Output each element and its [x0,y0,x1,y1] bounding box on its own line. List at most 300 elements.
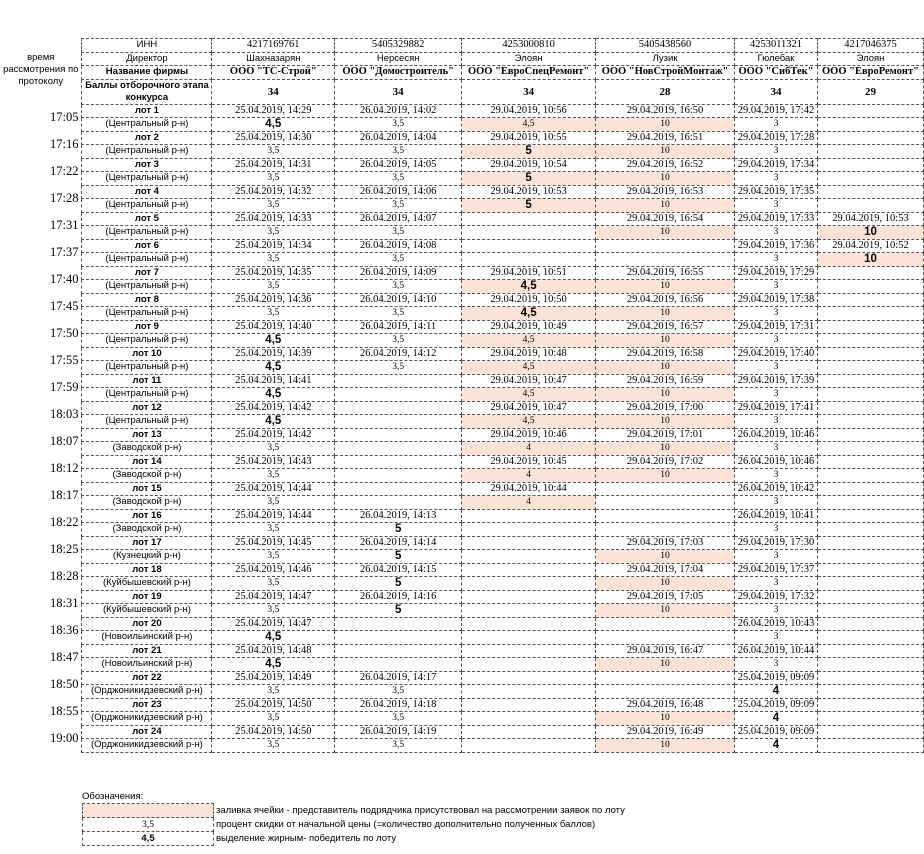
empty-cell [817,104,923,118]
lot-district: (Центральный р-н) [82,226,212,240]
legend-text: выделение жирным- победитель по лоту [216,832,397,844]
bid-date: 29.04.2019, 17:41 [735,401,818,415]
lot-district: (Орджоникидзевский р-н) [82,739,212,753]
bid-date: 26.04.2019, 14:05 [335,158,462,172]
bid-date: 25.04.2019, 09:09 [735,698,818,712]
bid-value-winner: 4,5 [212,658,335,672]
bid-date: 26.04.2019, 14:09 [335,266,462,280]
lot-time: 17:16 [50,137,79,151]
lot-district: (Куйбышевский р-н) [82,604,212,618]
empty-cell [817,739,923,753]
empty-cell [596,685,735,699]
bid-date: 29.04.2019, 16:52 [596,158,735,172]
empty-cell [817,685,923,699]
bid-date: 26.04.2019, 14:16 [335,590,462,604]
empty-cell [817,563,923,577]
company-director: Гюлебак [735,52,818,66]
lot-district: (Центральный р-н) [82,199,212,213]
bid-value-winner: 4,5 [212,118,335,132]
lot-time: 17:28 [50,191,79,205]
bid-value: 3,5 [335,334,462,348]
empty-cell [462,685,596,699]
lot-value-row [0,658,924,672]
lot-time: 18:07 [50,434,79,448]
bid-date: 29.04.2019, 16:48 [596,698,735,712]
lot-district: (Центральный р-н) [82,145,212,159]
lot-value-row [0,577,924,591]
lot-value-row [0,388,924,402]
empty-cell [817,631,923,645]
bid-value: 3 [735,172,818,186]
lot-name: лот 8 [82,293,212,307]
lot-district: (Заводской р-н) [82,469,212,483]
company-director: Нерсесян [335,52,462,66]
bid-date: 26.04.2019, 10:46 [735,455,818,469]
bid-value: 4,5 [462,388,596,402]
bid-value-winner: 4,5 [212,415,335,429]
bid-date: 26.04.2019, 10:46 [735,428,818,442]
lot-row [0,320,924,334]
bid-value: 3 [735,388,818,402]
company-inn: 5405329882 [335,39,462,53]
bid-value-winner: 4,5 [212,334,335,348]
bid-value: 3,5 [212,712,335,726]
lot-name: лот 19 [82,590,212,604]
bid-value-winner: 5 [335,604,462,618]
bid-value-winner: 10 [817,253,923,267]
empty-cell [817,509,923,523]
lot-value-row [0,604,924,618]
lot-row [0,185,924,199]
bid-date: 26.04.2019, 14:19 [335,725,462,739]
bid-date: 25.04.2019, 14:44 [212,482,335,496]
bid-date: 29.04.2019, 16:54 [596,212,735,226]
bid-date: 29.04.2019, 17:03 [596,536,735,550]
bid-date: 26.04.2019, 14:04 [335,131,462,145]
empty-cell [462,226,596,240]
lot-name: лот 1 [82,104,212,118]
bid-date: 29.04.2019, 10:49 [462,320,596,334]
lot-name: лот 4 [82,185,212,199]
lot-time: 19:00 [50,731,79,745]
empty-cell [817,442,923,456]
bid-value: 3 [735,469,818,483]
bid-value: 3,5 [335,172,462,186]
bid-value: 3 [735,361,818,375]
bid-value-winner: 5 [462,172,596,186]
bid-date: 29.04.2019, 17:29 [735,266,818,280]
lot-time: 18:17 [50,488,79,502]
lot-district: (Новоильинский р-н) [82,658,212,672]
bid-date: 25.04.2019, 14:42 [212,401,335,415]
empty-cell [462,698,596,712]
empty-cell [817,415,923,429]
lot-time: 18:36 [50,623,79,637]
bid-date: 29.04.2019, 16:51 [596,131,735,145]
empty-cell [817,536,923,550]
bid-value: 10 [596,469,735,483]
lot-value-row [0,226,924,240]
bid-date: 26.04.2019, 10:41 [735,509,818,523]
bid-value: 3,5 [212,469,335,483]
bid-value: 3,5 [335,118,462,132]
bid-date: 25.04.2019, 14:50 [212,725,335,739]
lot-district: (Центральный р-н) [82,415,212,429]
empty-cell [462,604,596,618]
empty-cell [596,482,735,496]
lot-name: лот 18 [82,563,212,577]
lot-row [0,617,924,631]
bid-value-winner: 4,5 [212,388,335,402]
bid-value: 3,5 [212,739,335,753]
bid-value: 3,5 [335,199,462,213]
lot-time: 18:22 [50,515,79,529]
lot-time: 18:31 [50,596,79,610]
lot-time: 18:03 [50,407,79,421]
lot-value-row [0,253,924,267]
bid-date: 29.04.2019, 17:32 [735,590,818,604]
empty-cell [596,631,735,645]
bid-value: 3 [735,496,818,510]
bid-value: 4 [462,469,596,483]
bid-date: 29.04.2019, 17:00 [596,401,735,415]
time-spacer [0,39,82,53]
lot-time: 17:37 [50,245,79,259]
bid-value: 10 [596,415,735,429]
lot-name: лот 22 [82,671,212,685]
lot-name: лот 7 [82,266,212,280]
lot-time: 17:59 [50,380,79,394]
lot-value-row [0,334,924,348]
bid-date: 26.04.2019, 14:08 [335,239,462,253]
bid-value: 3,5 [212,550,335,564]
lot-name: лот 2 [82,131,212,145]
company-score: 29 [817,79,923,104]
firm-label: Название фирмы [82,66,212,80]
legend-row [83,804,626,818]
legend-text: заливка ячейки - представитель подрядчика присутствовал на рассмотрении заявок по лоту [216,804,625,816]
bid-value-winner: 4 [735,739,818,753]
empty-cell [817,266,923,280]
empty-cell [335,455,462,469]
empty-cell [817,307,923,321]
bid-value: 10 [596,604,735,618]
bid-value: 10 [596,658,735,672]
company-name: ООО "ТС-Строй" [212,66,335,80]
lot-time: 18:50 [50,677,79,691]
bid-date: 29.04.2019, 10:44 [462,482,596,496]
bid-date: 26.04.2019, 14:14 [335,536,462,550]
empty-cell [817,523,923,537]
empty-cell [335,469,462,483]
lot-row [0,725,924,739]
company-director: Элоян [462,52,596,66]
empty-cell [817,698,923,712]
bid-value-winner: 4,5 [462,280,596,294]
bid-date: 29.04.2019, 16:53 [596,185,735,199]
legend [82,790,626,846]
empty-cell [817,145,923,159]
lot-value-row [0,280,924,294]
empty-cell [817,334,923,348]
bid-date: 25.04.2019, 14:48 [212,644,335,658]
lot-value-row [0,496,924,510]
legend-swatch-winner: 4,5 [83,832,214,846]
lot-value-row [0,685,924,699]
bid-value: 3 [735,523,818,537]
bid-value: 10 [596,118,735,132]
bid-value: 3,5 [212,442,335,456]
bid-value: 10 [596,577,735,591]
lot-district: (Центральный р-н) [82,361,212,375]
company-name: ООО "СибТек" [735,66,818,80]
bid-value: 10 [596,145,735,159]
lot-row [0,266,924,280]
company-score: 34 [462,79,596,104]
company-director: Лузик [596,52,735,66]
bid-date: 25.04.2019, 14:41 [212,374,335,388]
bid-date: 29.04.2019, 17:30 [735,536,818,550]
lot-district: (Центральный р-н) [82,388,212,402]
lot-row [0,347,924,361]
empty-cell [817,550,923,564]
lot-value-row [0,118,924,132]
bid-date: 26.04.2019, 14:13 [335,509,462,523]
bid-date: 26.04.2019, 14:15 [335,563,462,577]
lot-name: лот 17 [82,536,212,550]
bid-value-winner: 4 [735,712,818,726]
lot-name: лот 9 [82,320,212,334]
bid-date: 25.04.2019, 14:42 [212,428,335,442]
bid-value-winner: 5 [335,550,462,564]
empty-cell [596,253,735,267]
bid-date: 25.04.2019, 14:31 [212,158,335,172]
empty-cell [817,293,923,307]
lot-value-row [0,361,924,375]
company-name: ООО "ЕвроРемонт" [817,66,923,80]
empty-cell [817,401,923,415]
lot-row [0,428,924,442]
empty-cell [817,428,923,442]
bid-date: 29.04.2019, 10:50 [462,293,596,307]
bid-date: 26.04.2019, 14:06 [335,185,462,199]
bid-value: 10 [596,550,735,564]
bid-value: 3,5 [335,280,462,294]
bid-value: 3 [735,658,818,672]
lot-value-row [0,739,924,753]
lot-time: 18:28 [50,569,79,583]
inn-label: ИНН [82,39,212,53]
company-inn: 4253011321 [735,39,818,53]
protocol-sheet [0,38,924,753]
empty-cell [817,347,923,361]
bid-date: 29.04.2019, 10:52 [817,239,923,253]
bid-value-winner: 4,5 [212,631,335,645]
legend-text: процент скидки от начальной цены (=количество дополнительно полученных баллов) [216,818,596,830]
bid-value: 10 [596,739,735,753]
empty-cell [817,590,923,604]
bid-value-winner: 10 [817,226,923,240]
lot-district: (Новоильинский р-н) [82,631,212,645]
empty-cell [817,577,923,591]
bid-date: 29.04.2019, 10:55 [462,131,596,145]
empty-cell [462,239,596,253]
lot-district: (Центральный р-н) [82,118,212,132]
lot-district: (Заводской р-н) [82,523,212,537]
lot-value-row [0,415,924,429]
empty-cell [335,482,462,496]
bid-value: 10 [596,712,735,726]
lot-time: 17:31 [50,218,79,232]
time-header: время рассмотрения по протоколу [3,52,79,87]
lot-name: лот 12 [82,401,212,415]
company-name: ООО "ЕвроСпецРемонт" [462,66,596,80]
bid-date: 25.04.2019, 14:29 [212,104,335,118]
lot-name: лот 16 [82,509,212,523]
bid-date: 29.04.2019, 16:50 [596,104,735,118]
lot-name: лот 13 [82,428,212,442]
lot-value-row [0,469,924,483]
bid-date: 25.04.2019, 14:47 [212,590,335,604]
bid-date: 29.04.2019, 10:48 [462,347,596,361]
empty-cell [462,577,596,591]
bid-date: 26.04.2019, 14:17 [335,671,462,685]
empty-cell [462,644,596,658]
bid-value: 3 [735,415,818,429]
lot-district: (Орджоникидзевский р-н) [82,712,212,726]
bid-date: 25.04.2019, 14:34 [212,239,335,253]
bid-date: 29.04.2019, 10:51 [462,266,596,280]
empty-cell [817,388,923,402]
empty-cell [335,496,462,510]
empty-cell [462,617,596,631]
table-body [0,39,924,753]
empty-cell [462,725,596,739]
lot-row [0,455,924,469]
lot-time: 17:22 [50,164,79,178]
empty-cell [462,712,596,726]
bid-value-winner: 4,5 [462,307,596,321]
empty-cell [817,712,923,726]
empty-cell [817,604,923,618]
lot-district: (Заводской р-н) [82,496,212,510]
empty-cell [462,563,596,577]
legend-swatch-percent: 3,5 [83,818,214,832]
lot-name: лот 3 [82,158,212,172]
empty-cell [462,509,596,523]
bid-value: 10 [596,442,735,456]
bid-date: 26.04.2019, 14:02 [335,104,462,118]
lot-district: (Центральный р-н) [82,307,212,321]
bid-value: 3 [735,307,818,321]
legend-row [83,818,626,832]
bid-date: 29.04.2019, 10:53 [817,212,923,226]
bid-date: 25.04.2019, 14:32 [212,185,335,199]
empty-cell [817,658,923,672]
bid-value: 3 [735,577,818,591]
bid-value: 3 [735,199,818,213]
empty-cell [817,455,923,469]
legend-table [82,803,626,846]
empty-cell [462,536,596,550]
lot-row [0,239,924,253]
bid-value: 4,5 [462,118,596,132]
bid-date: 29.04.2019, 10:45 [462,455,596,469]
bid-value: 3,5 [335,685,462,699]
empty-cell [462,212,596,226]
bid-value: 3 [735,631,818,645]
bid-date: 29.04.2019, 17:02 [596,455,735,469]
empty-cell [462,671,596,685]
bid-date: 29.04.2019, 17:04 [596,563,735,577]
bid-value: 3,5 [212,496,335,510]
lot-name: лот 15 [82,482,212,496]
bid-date: 26.04.2019, 10:44 [735,644,818,658]
lot-value-row [0,712,924,726]
bid-date: 26.04.2019, 14:10 [335,293,462,307]
empty-cell [817,199,923,213]
empty-cell [462,739,596,753]
lot-time: 18:12 [50,461,79,475]
lot-value-row [0,307,924,321]
empty-cell [817,158,923,172]
bid-date: 29.04.2019, 16:47 [596,644,735,658]
company-name: ООО "НовСтройМонтаж" [596,66,735,80]
lot-time: 18:47 [50,650,79,664]
director-row [0,52,924,66]
lot-value-row [0,199,924,213]
lot-row [0,158,924,172]
bid-date: 29.04.2019, 16:56 [596,293,735,307]
bid-date: 25.04.2019, 14:49 [212,671,335,685]
lot-value-row [0,523,924,537]
bid-value: 3,5 [212,577,335,591]
lot-row [0,131,924,145]
bid-value: 10 [596,280,735,294]
bid-value: 3,5 [212,172,335,186]
bid-value: 10 [596,334,735,348]
lot-row [0,590,924,604]
empty-cell [817,280,923,294]
bid-value: 10 [596,361,735,375]
lot-value-row [0,172,924,186]
bid-value: 3 [735,280,818,294]
bid-date: 26.04.2019, 10:43 [735,617,818,631]
bid-value: 10 [596,388,735,402]
lot-row [0,104,924,118]
lot-row [0,644,924,658]
bid-value: 4,5 [462,415,596,429]
lots-table [0,38,924,753]
bid-date: 26.04.2019, 14:12 [335,347,462,361]
bid-value: 3,5 [212,199,335,213]
bid-date: 29.04.2019, 10:46 [462,428,596,442]
empty-cell [335,428,462,442]
empty-cell [462,550,596,564]
bid-date: 29.04.2019, 17:05 [596,590,735,604]
company-director: Шахназарян [212,52,335,66]
empty-cell [596,496,735,510]
bid-value-winner: 5 [462,199,596,213]
bid-value: 10 [596,199,735,213]
bid-value: 3,5 [212,253,335,267]
bid-value: 3,5 [212,280,335,294]
bid-date: 29.04.2019, 17:37 [735,563,818,577]
lot-district: (Кузнецкий р-н) [82,550,212,564]
bid-value: 3,5 [335,712,462,726]
empty-cell [817,617,923,631]
company-inn: 4217169761 [212,39,335,53]
